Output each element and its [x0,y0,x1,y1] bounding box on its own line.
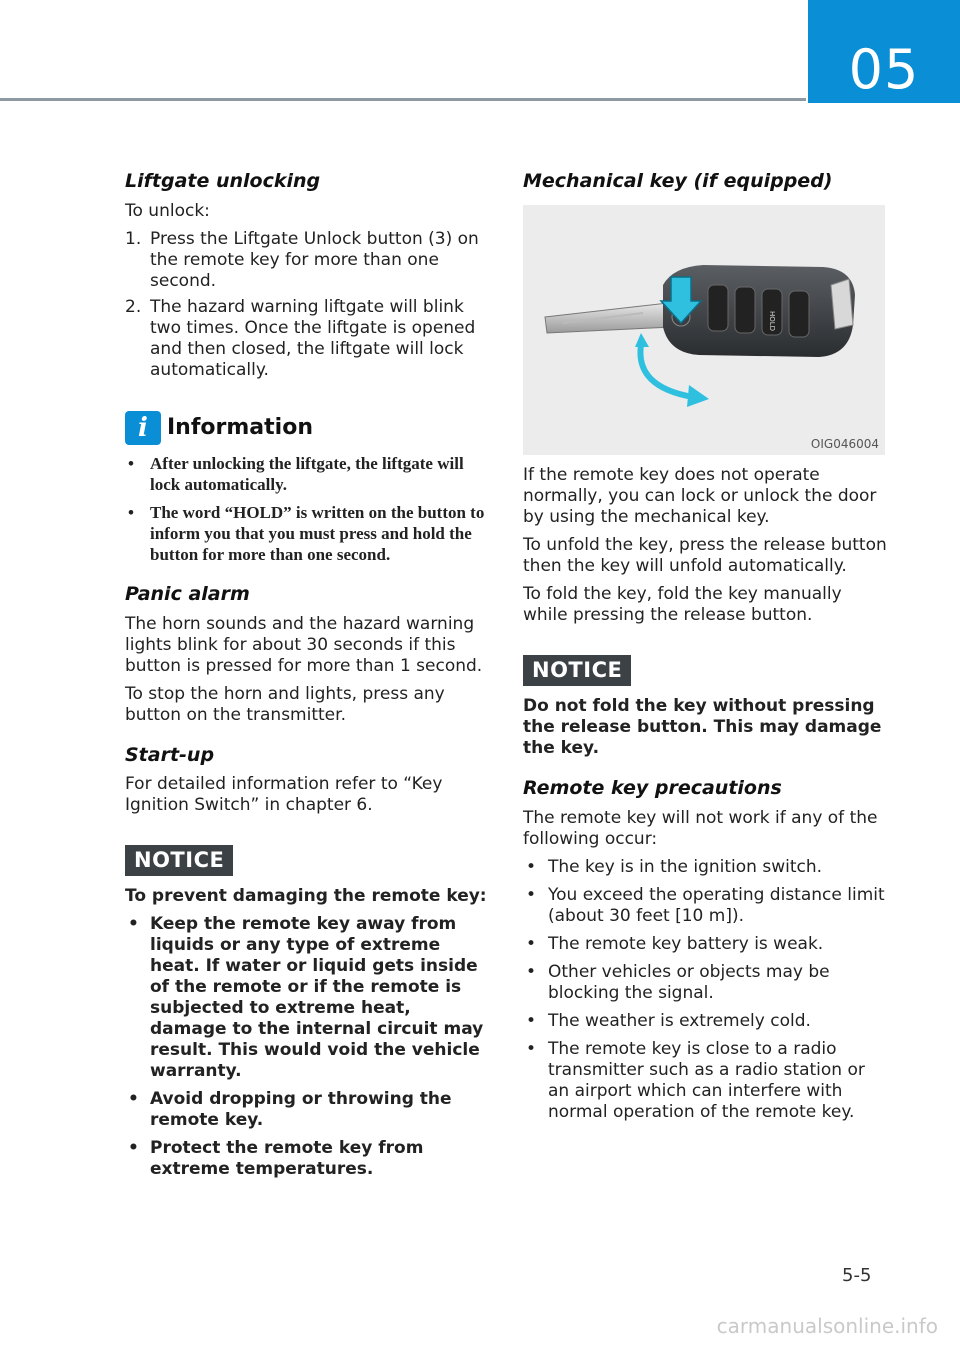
step-item [125,297,490,381]
notice-badge: NOTICE [523,655,631,686]
precaution-item: • You exceed the operating distance limit (about 30 feet [10 m]). [526,884,885,926]
information-item: • After unlocking the liftgate, the liftgate will lock automatically. [128,453,464,494]
header-rule [0,98,806,101]
mechanical-key-paragraph-1: If the remote key does not operate normally, you can lock or unlock the door by using the mechanical key. [523,464,877,527]
notice-list [125,914,490,1180]
watermark: carmanualsonline.info [716,1314,938,1338]
startup-paragraph: For detailed information refer to “Key Ignition Switch” in chapter 6. [125,774,443,816]
information-header [125,411,490,445]
liftgate-steps [125,229,490,381]
mechanical-key-title: Mechanical key (if equipped) [523,170,833,192]
page-number: 5-5 [842,1265,872,1286]
precaution-item: • Other vehicles or objects may be blocking the signal. [526,961,830,1003]
liftgate-title: Liftgate unlocking [125,170,321,192]
right-column [523,170,888,1130]
panic-button [789,291,809,337]
fold-arrow-icon [640,345,693,397]
notice-badge: NOTICE [125,845,233,876]
information-item: • The word “HOLD” is written on the button to inform you that you must press and hold the button for more than one second. [128,502,485,564]
precautions-section [523,777,888,1123]
precautions-list [523,857,888,1123]
panic-paragraph-1: The horn sounds and the hazard warning lights blink for about 30 seconds if this button is pressed for more than 1 second. [125,613,483,676]
step-number: 1. [125,228,142,249]
left-column [125,170,490,1187]
chapter-tab: 05 [808,0,960,103]
remote-key-illustration [523,205,885,455]
mechanical-key-figure [523,205,885,455]
startup-title: Start-up [125,743,215,766]
notice-text: Do not fold the key without pressing the release button. This may damage the key. [523,695,882,758]
notice-lead: To prevent damaging the remote key: [125,886,487,907]
precaution-item: • The weather is extremely cold. [526,1010,811,1031]
precaution-item: • The remote key battery is weak. [526,933,824,954]
panic-section [125,583,490,726]
step-text: The hazard warning liftgate will blink two times. Once the liftgate is opened and then closed, the liftgate will lock automatically. [150,296,476,380]
mechanical-key-paragraph-2: To unfold the key, press the release button then the key will unfold automatically. [523,534,887,576]
precautions-intro: The remote key will not work if any of the following occur: [523,807,878,849]
to-unlock-label: To unlock: [125,200,210,221]
precaution-item: • The key is in the ignition switch. [526,856,823,877]
precautions-title: Remote key precautions [523,776,782,799]
startup-section [125,744,490,817]
step-item [125,229,490,292]
unlock-button [735,287,755,333]
mechanical-key-paragraph-3: To fold the key, fold the key manually while pressing the release button. [523,583,842,625]
info-icon: i [125,411,161,445]
precaution-item: • The remote key is close to a radio transmitter such as a radio station or an airport which can interfere with normal operation of the remote key. [526,1038,865,1122]
lock-button [708,285,728,331]
panic-paragraph-2: To stop the horn and lights, press any button on the transmitter. [125,683,445,725]
step-text: Press the Liftgate Unlock button (3) on the remote key for more than one second. [150,228,479,291]
notice-item: • Keep the remote key away from liquids or any type of extreme heat. If water or liquid gets inside of the remote or if the remote is subjected to extreme heat, damage to the internal circuit may result. This would void the vehicle warranty. [128,914,484,1082]
notice-item: • Protect the remote key from extreme temperatures. [128,1138,424,1180]
information-list [125,453,490,565]
figure-caption: OIG046004 [810,436,879,451]
step-number: 2. [125,296,142,317]
hold-label: HOLD [768,310,776,331]
notice-item: • Avoid dropping or throwing the remote key. [128,1089,452,1131]
panic-title: Panic alarm [125,582,250,605]
information-title: Information [167,415,313,441]
